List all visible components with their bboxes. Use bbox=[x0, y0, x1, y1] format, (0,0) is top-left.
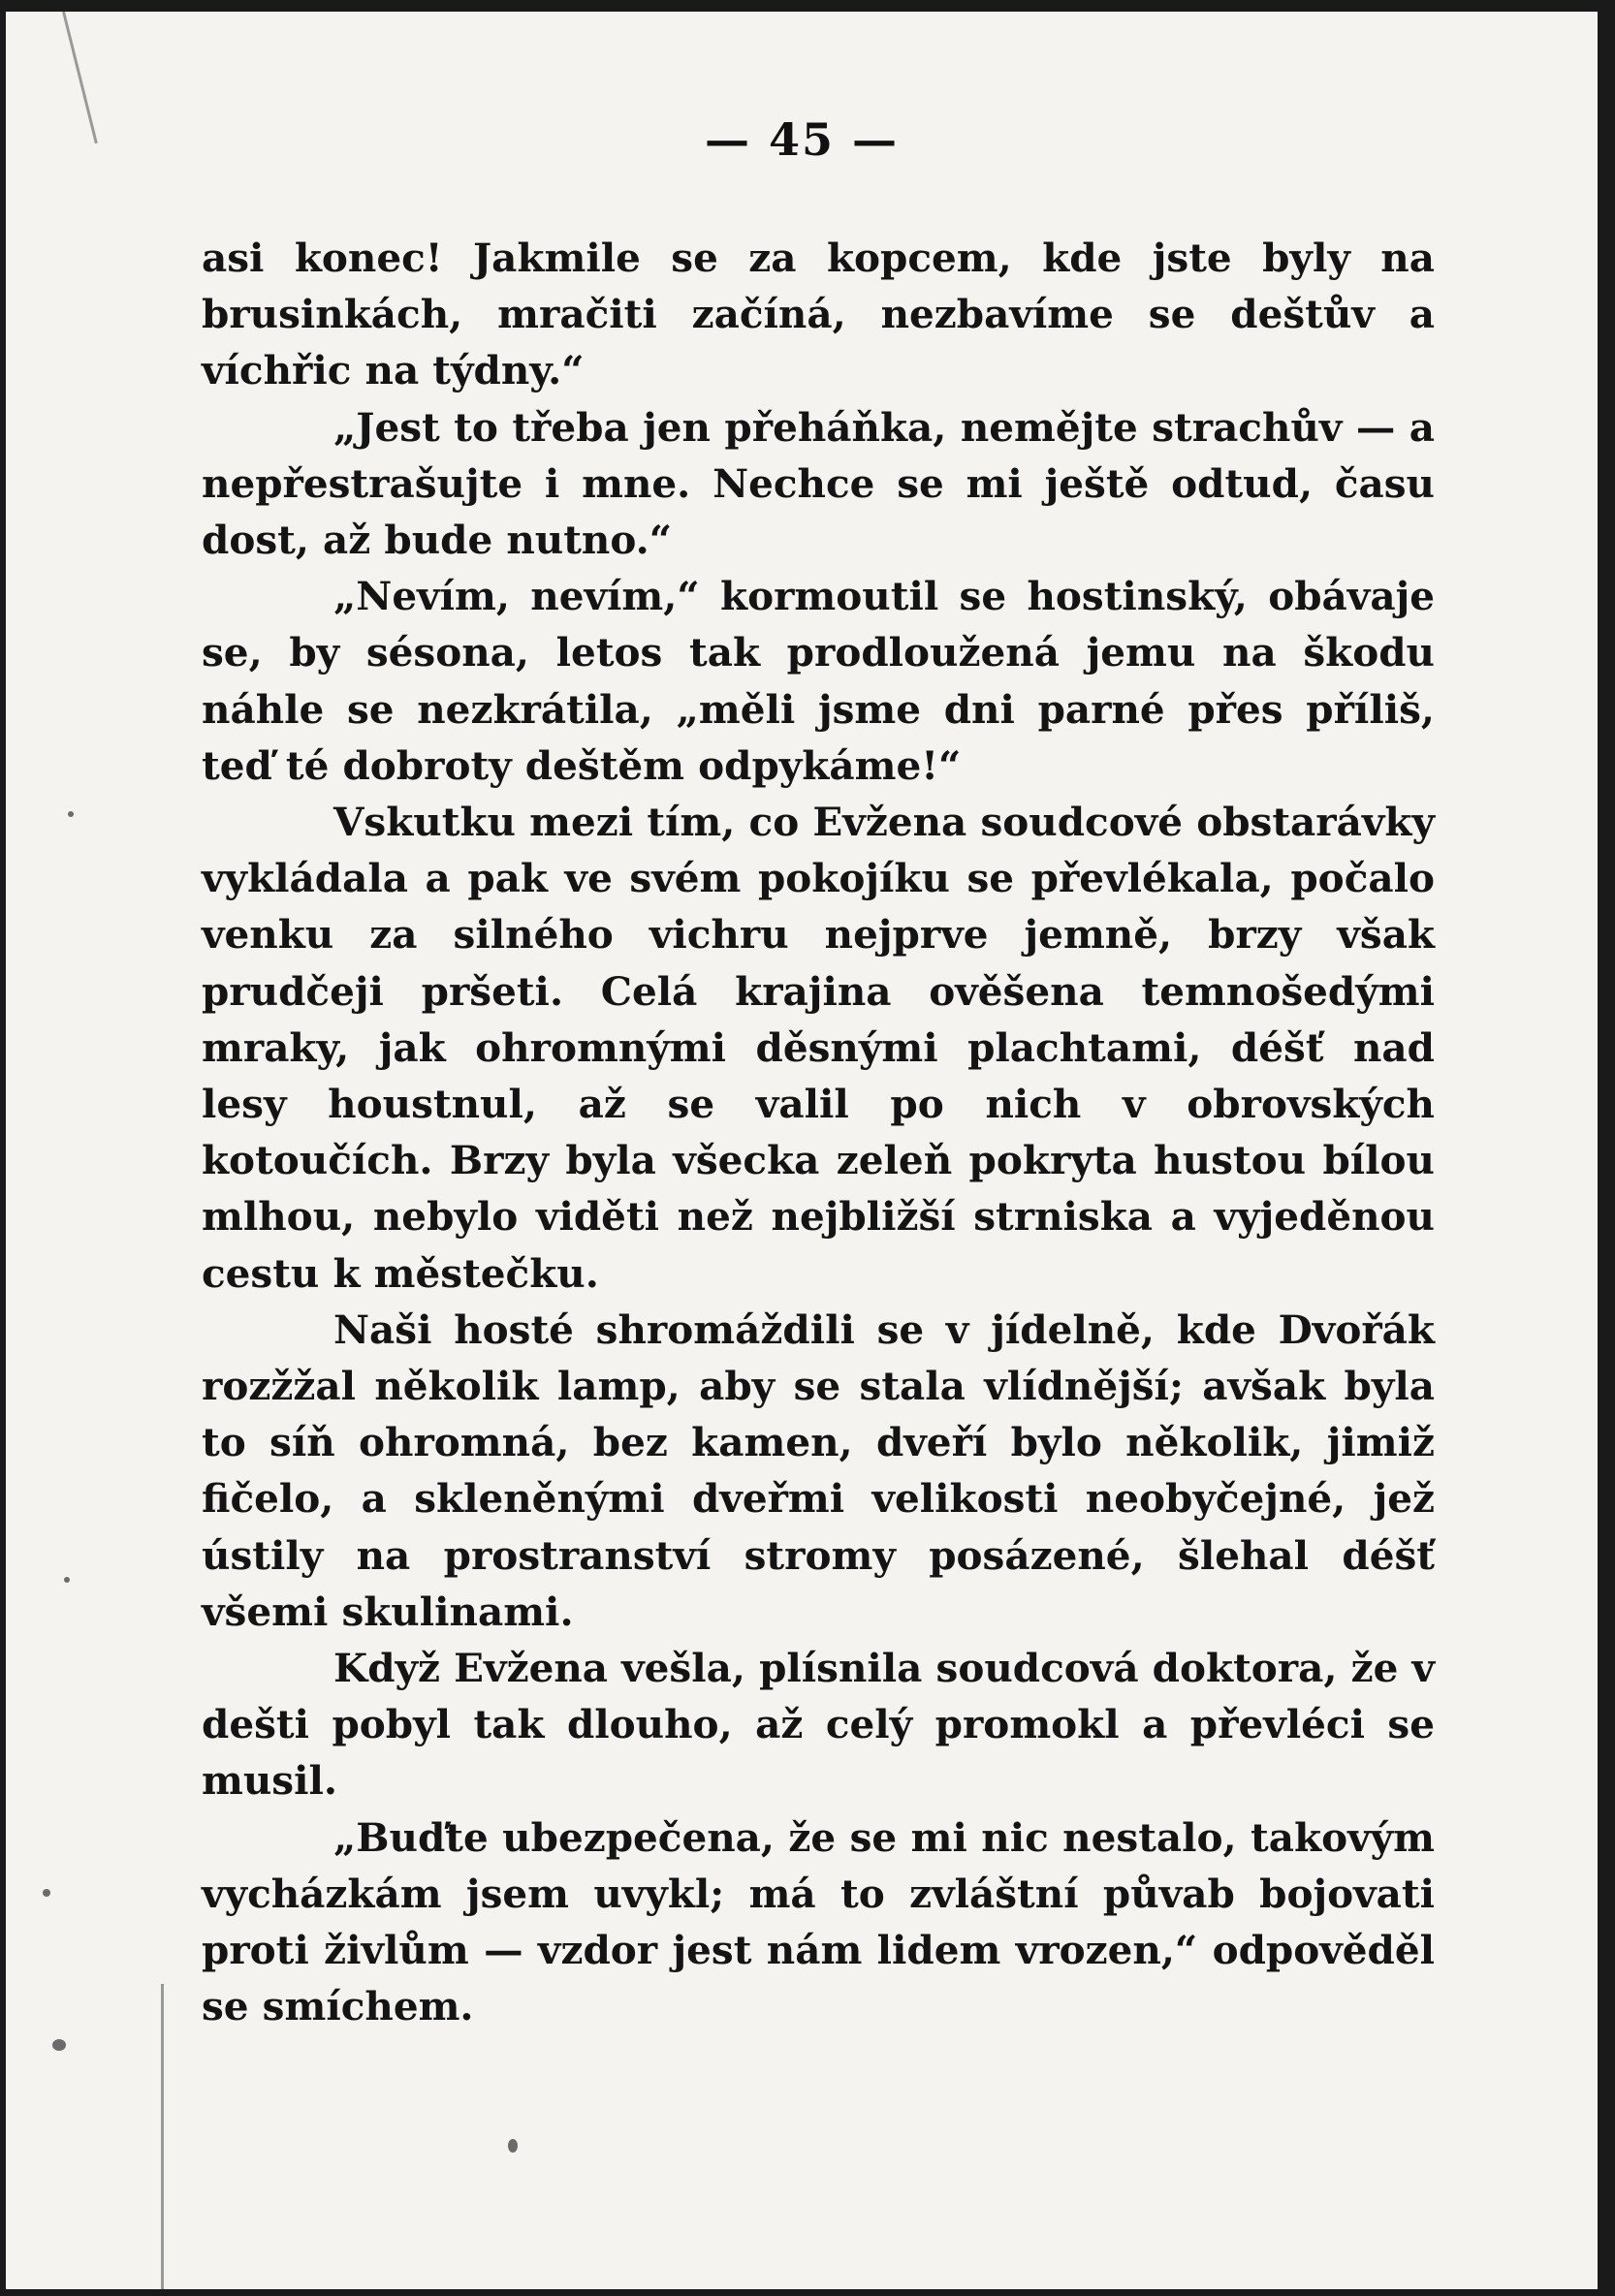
paragraph: Naši hosté shromáždili se v jídelně, kde Dvořák rozžžal několik lamp, aby se stala vlídnější; avšak byla to síň ohromná, bez kamen, dveří bylo několik, jimiž fičelo, a skleněnými dveřmi velikosti neobyčejné, jež ústily na prostranství stromy posázené, šlehal déšť všemi skulinami. bbox=[202, 1305, 1435, 1635]
scan-speck bbox=[52, 2039, 66, 2051]
scan-speck bbox=[43, 1889, 50, 1897]
page-number: — 45 — bbox=[704, 113, 900, 166]
book-page bbox=[6, 12, 1598, 2289]
paragraph: „Jest to třeba jen přeháňka, nemějte strachův — a nepřestrašujte i mne. Nechce se mi ještě odtud, času dost, až bude nutno.“ bbox=[202, 403, 1435, 564]
paragraph: „Buďte ubezpečena, že se mi nic nestalo, takovým vycházkám jsem uvykl; má to zvláštní půvab bojovati proti živlům — vzdor jest nám lidem vrozen,“ odpověděl se smíchem. bbox=[202, 1813, 1435, 2030]
scan-scratch bbox=[161, 1984, 164, 2289]
body-text bbox=[202, 230, 1435, 2035]
paragraph: Když Evžena vešla, plísnila soudcová doktora, že v dešti pobyl tak dlouho, až celý promokl a převléci se musil. bbox=[202, 1645, 1435, 1805]
paragraph: asi konec! Jakmile se za kopcem, kde jste byly na brusinkách, mračiti začíná, nezbavíme se deštův a víchřic na týdny.“ bbox=[202, 235, 1435, 394]
scan-speck bbox=[508, 2139, 518, 2153]
scan-speck bbox=[64, 1577, 70, 1583]
scan-speck bbox=[68, 811, 74, 817]
paragraph: Vskutku mezi tím, co Evžena soudcové obstarávky vykládala a pak ve svém pokojíku se převlékala, počalo venku za silného vichru nejprve jemně, brzy však prudčeji pršeti. Celá krajina ověšena temnošedými mraky, jak ohromnými děsnými plachtami, déšť nad lesy houstnul, až se valil po nich v obrovských kotoučích. Brzy byla všecka zeleň pokryta hustou bílou mlhou, nebylo viděti než nejbližší strniska a vyjeděnou cestu k městečku. bbox=[202, 799, 1435, 1297]
paragraph: „Nevím, nevím,“ kormoutil se hostinský, obávaje se, by sésona, letos tak prodloužená jemu na škodu náhle se nezkrátila, „měli jsme dni parné přes příliš, teď té dobroty deštěm odpykáme!“ bbox=[202, 573, 1435, 789]
